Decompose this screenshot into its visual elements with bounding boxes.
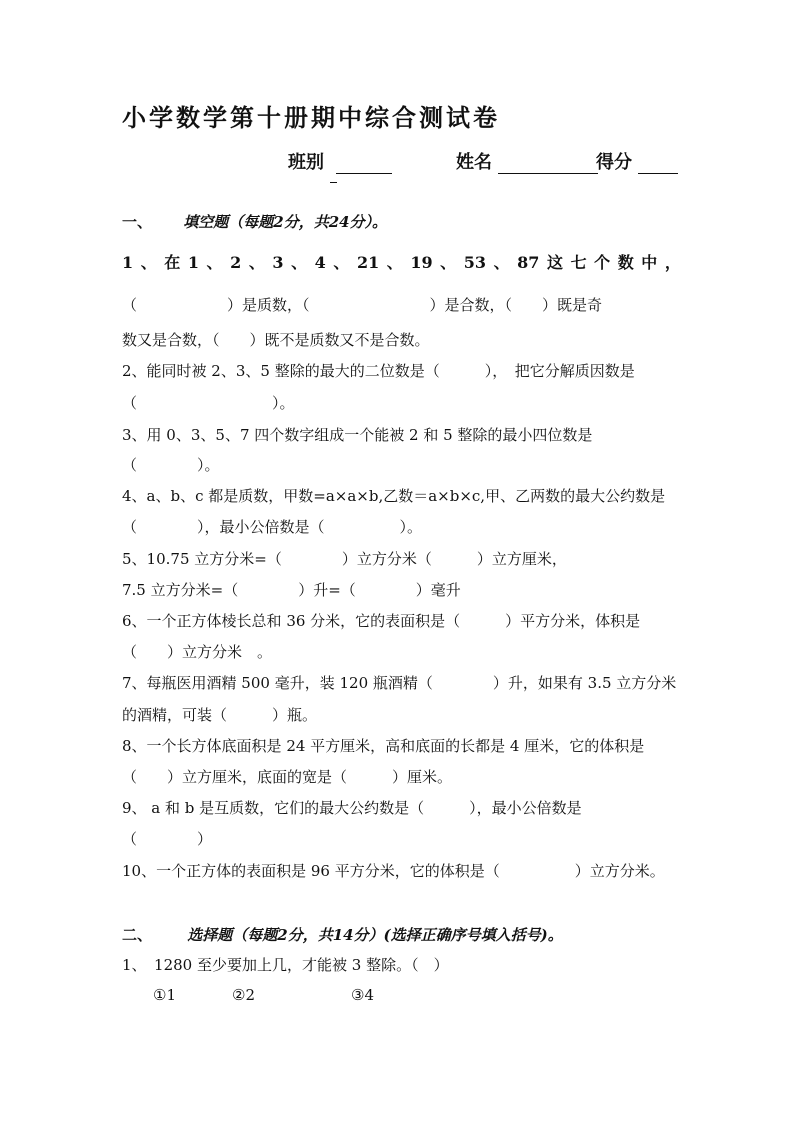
q10-line: 10、一个正方体的表面积是 96 平方分米，它的体积是（ ）立方分米。	[122, 862, 665, 880]
q7-line: 7、每瓶医用酒精 500 毫升，装 120 瓶酒精（ ）升，如果有 3.5 立方分米	[122, 674, 677, 692]
class-field	[288, 148, 392, 174]
exam-title: 小学数学第十册期中综合测试卷	[122, 103, 500, 132]
section2-heading	[122, 924, 563, 945]
q9-line: （ ）	[122, 830, 213, 848]
name-blank	[498, 155, 598, 174]
choice-option-3: ③4	[351, 986, 374, 1004]
q1-line: 数又是合数，（ ）既不是质数又不是合数。	[122, 331, 430, 349]
section1-number: 一、	[122, 213, 153, 231]
q2-line: （ ）。	[122, 394, 295, 412]
q1-line: 1 、 在 1 、 2 、 3 、 4 、 21 、 19 、 53 、 87 这 七 个 数 中 ，	[122, 253, 681, 272]
score-label: 得分	[596, 152, 632, 173]
choice-q1: 1、 1280 至少要加上几，才能被 3 整除。（ ）	[122, 956, 449, 974]
q3-line: （ ）。	[122, 456, 220, 474]
choice-option-1: ①1	[153, 986, 176, 1004]
stray-mark	[330, 182, 337, 183]
section1-title: 填空题（每题2分，共24分）。	[183, 213, 388, 231]
q1-line: （ ）是质数，（ ）是合数，（ ）既是奇	[122, 296, 603, 314]
choice-option-2: ②2	[232, 986, 255, 1004]
class-blank	[336, 155, 392, 174]
score-field	[596, 148, 678, 174]
score-blank	[638, 155, 678, 174]
q3-line: 3、用 0、3、5、7 四个数字组成一个能被 2 和 5 整除的最小四位数是	[122, 426, 593, 444]
section1-heading	[122, 211, 387, 232]
section2-title: 选择题（每题2分，共14分）(选择正确序号填入括号)。	[187, 926, 563, 944]
q5-line: 7.5 立方分米=（ ）升=（ ）毫升	[122, 581, 461, 599]
q8-line: 8、一个长方体底面积是 24 平方厘米，高和底面的长都是 4 厘米，它的体积是	[122, 737, 645, 755]
q8-line: （ ）立方厘米，底面的宽是（ ）厘米。	[122, 768, 453, 786]
name-field	[456, 148, 598, 174]
class-label: 班别	[288, 152, 324, 173]
q9-line: 9、 a 和 b 是互质数，它们的最大公约数是（ ），最小公倍数是	[122, 799, 582, 817]
q5-line: 5、10.75 立方分米=（ ）立方分米（ ）立方厘米，	[122, 550, 567, 568]
name-label: 姓名	[456, 152, 492, 173]
section2-number: 二、	[122, 926, 153, 944]
q6-line: （ ）立方分米 。	[122, 643, 273, 661]
q4-line: 4、a、b、c 都是质数，甲数=a×a×b,乙数＝a×b×c,甲、乙两数的最大公约数是	[122, 487, 666, 505]
q2-line: 2、能同时被 2、3、5 整除的最大的二位数是（ ）， 把它分解质因数是	[122, 362, 635, 380]
q7-line: 的酒精，可装（ ）瓶。	[122, 706, 318, 724]
q4-line: （ ），最小公倍数是（ ）。	[122, 518, 423, 536]
q6-line: 6、一个正方体棱长总和 36 分米，它的表面积是（ ）平方分米，体积是	[122, 612, 641, 630]
